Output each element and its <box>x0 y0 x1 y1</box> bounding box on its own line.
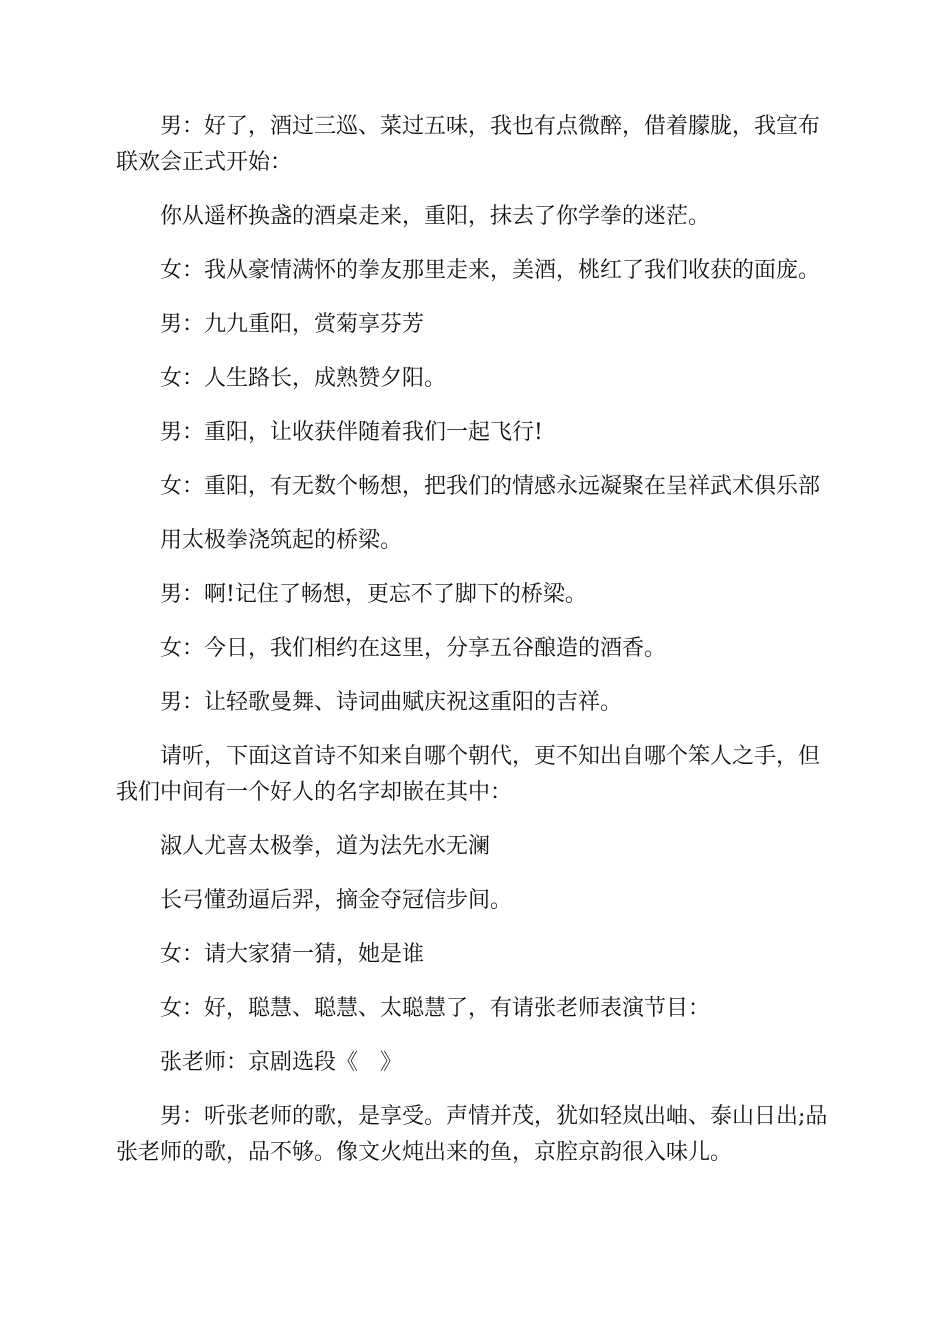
paragraph-15: 女：请大家猜一猜，她是谁 <box>160 942 425 967</box>
paragraph-12: 请听，下面这首诗不知来自哪个朝代，更不知出自哪个笨人之手，但我们中间有一个好人的名字却嵌在其中： <box>116 744 821 805</box>
paragraph-14: 长弓懂劲逼后羿，摘金夺冠信步间。 <box>160 888 513 913</box>
paragraph-5: 女：人生路长，成熟赞夕阳。 <box>160 366 447 391</box>
paragraph-11: 男：让轻歌曼舞、诗词曲赋庆祝这重阳的吉祥。 <box>160 690 623 715</box>
paragraph-1: 男：好了，酒过三巡、菜过五味，我也有点微醉，借着朦胧，我宣布联欢会正式开始： <box>116 114 821 175</box>
paragraph-13: 淑人尤喜太极拳，道为法先水无澜 <box>160 834 491 859</box>
paragraph-8: 用太极拳浇筑起的桥梁。 <box>160 528 403 553</box>
paragraph-9: 男：啊!记住了畅想，更忘不了脚下的桥梁。 <box>160 582 587 607</box>
paragraph-3: 女：我从豪情满怀的拳友那里走来，美酒，桃红了我们收获的面庞。 <box>160 258 821 283</box>
paragraph-4: 男：九九重阳，赏菊享芬芳 <box>160 312 425 337</box>
paragraph-10: 女：今日，我们相约在这里，分享五谷酿造的酒香。 <box>160 636 667 661</box>
paragraph-18: 男：听张老师的歌，是享受。声情并茂，犹如轻岚出岫、泰山日出;品张老师的歌，品不够。像文火炖出来的鱼，京腔京韵很入味儿。 <box>116 1104 828 1165</box>
paragraph-17: 张老师：京剧选段《 》 <box>160 1050 403 1075</box>
paragraph-6: 男：重阳，让收获伴随着我们一起飞行! <box>160 420 543 445</box>
paragraph-16: 女：好，聪慧、聪慧、太聪慧了，有请张老师表演节目： <box>160 996 711 1021</box>
paragraph-7: 女：重阳，有无数个畅想，把我们的情感永远凝聚在呈祥武术俱乐部 <box>160 474 821 499</box>
paragraph-2: 你从遥杯换盏的酒桌走来，重阳，抹去了你学拳的迷茫。 <box>160 204 711 229</box>
document-body <box>116 109 836 1171</box>
